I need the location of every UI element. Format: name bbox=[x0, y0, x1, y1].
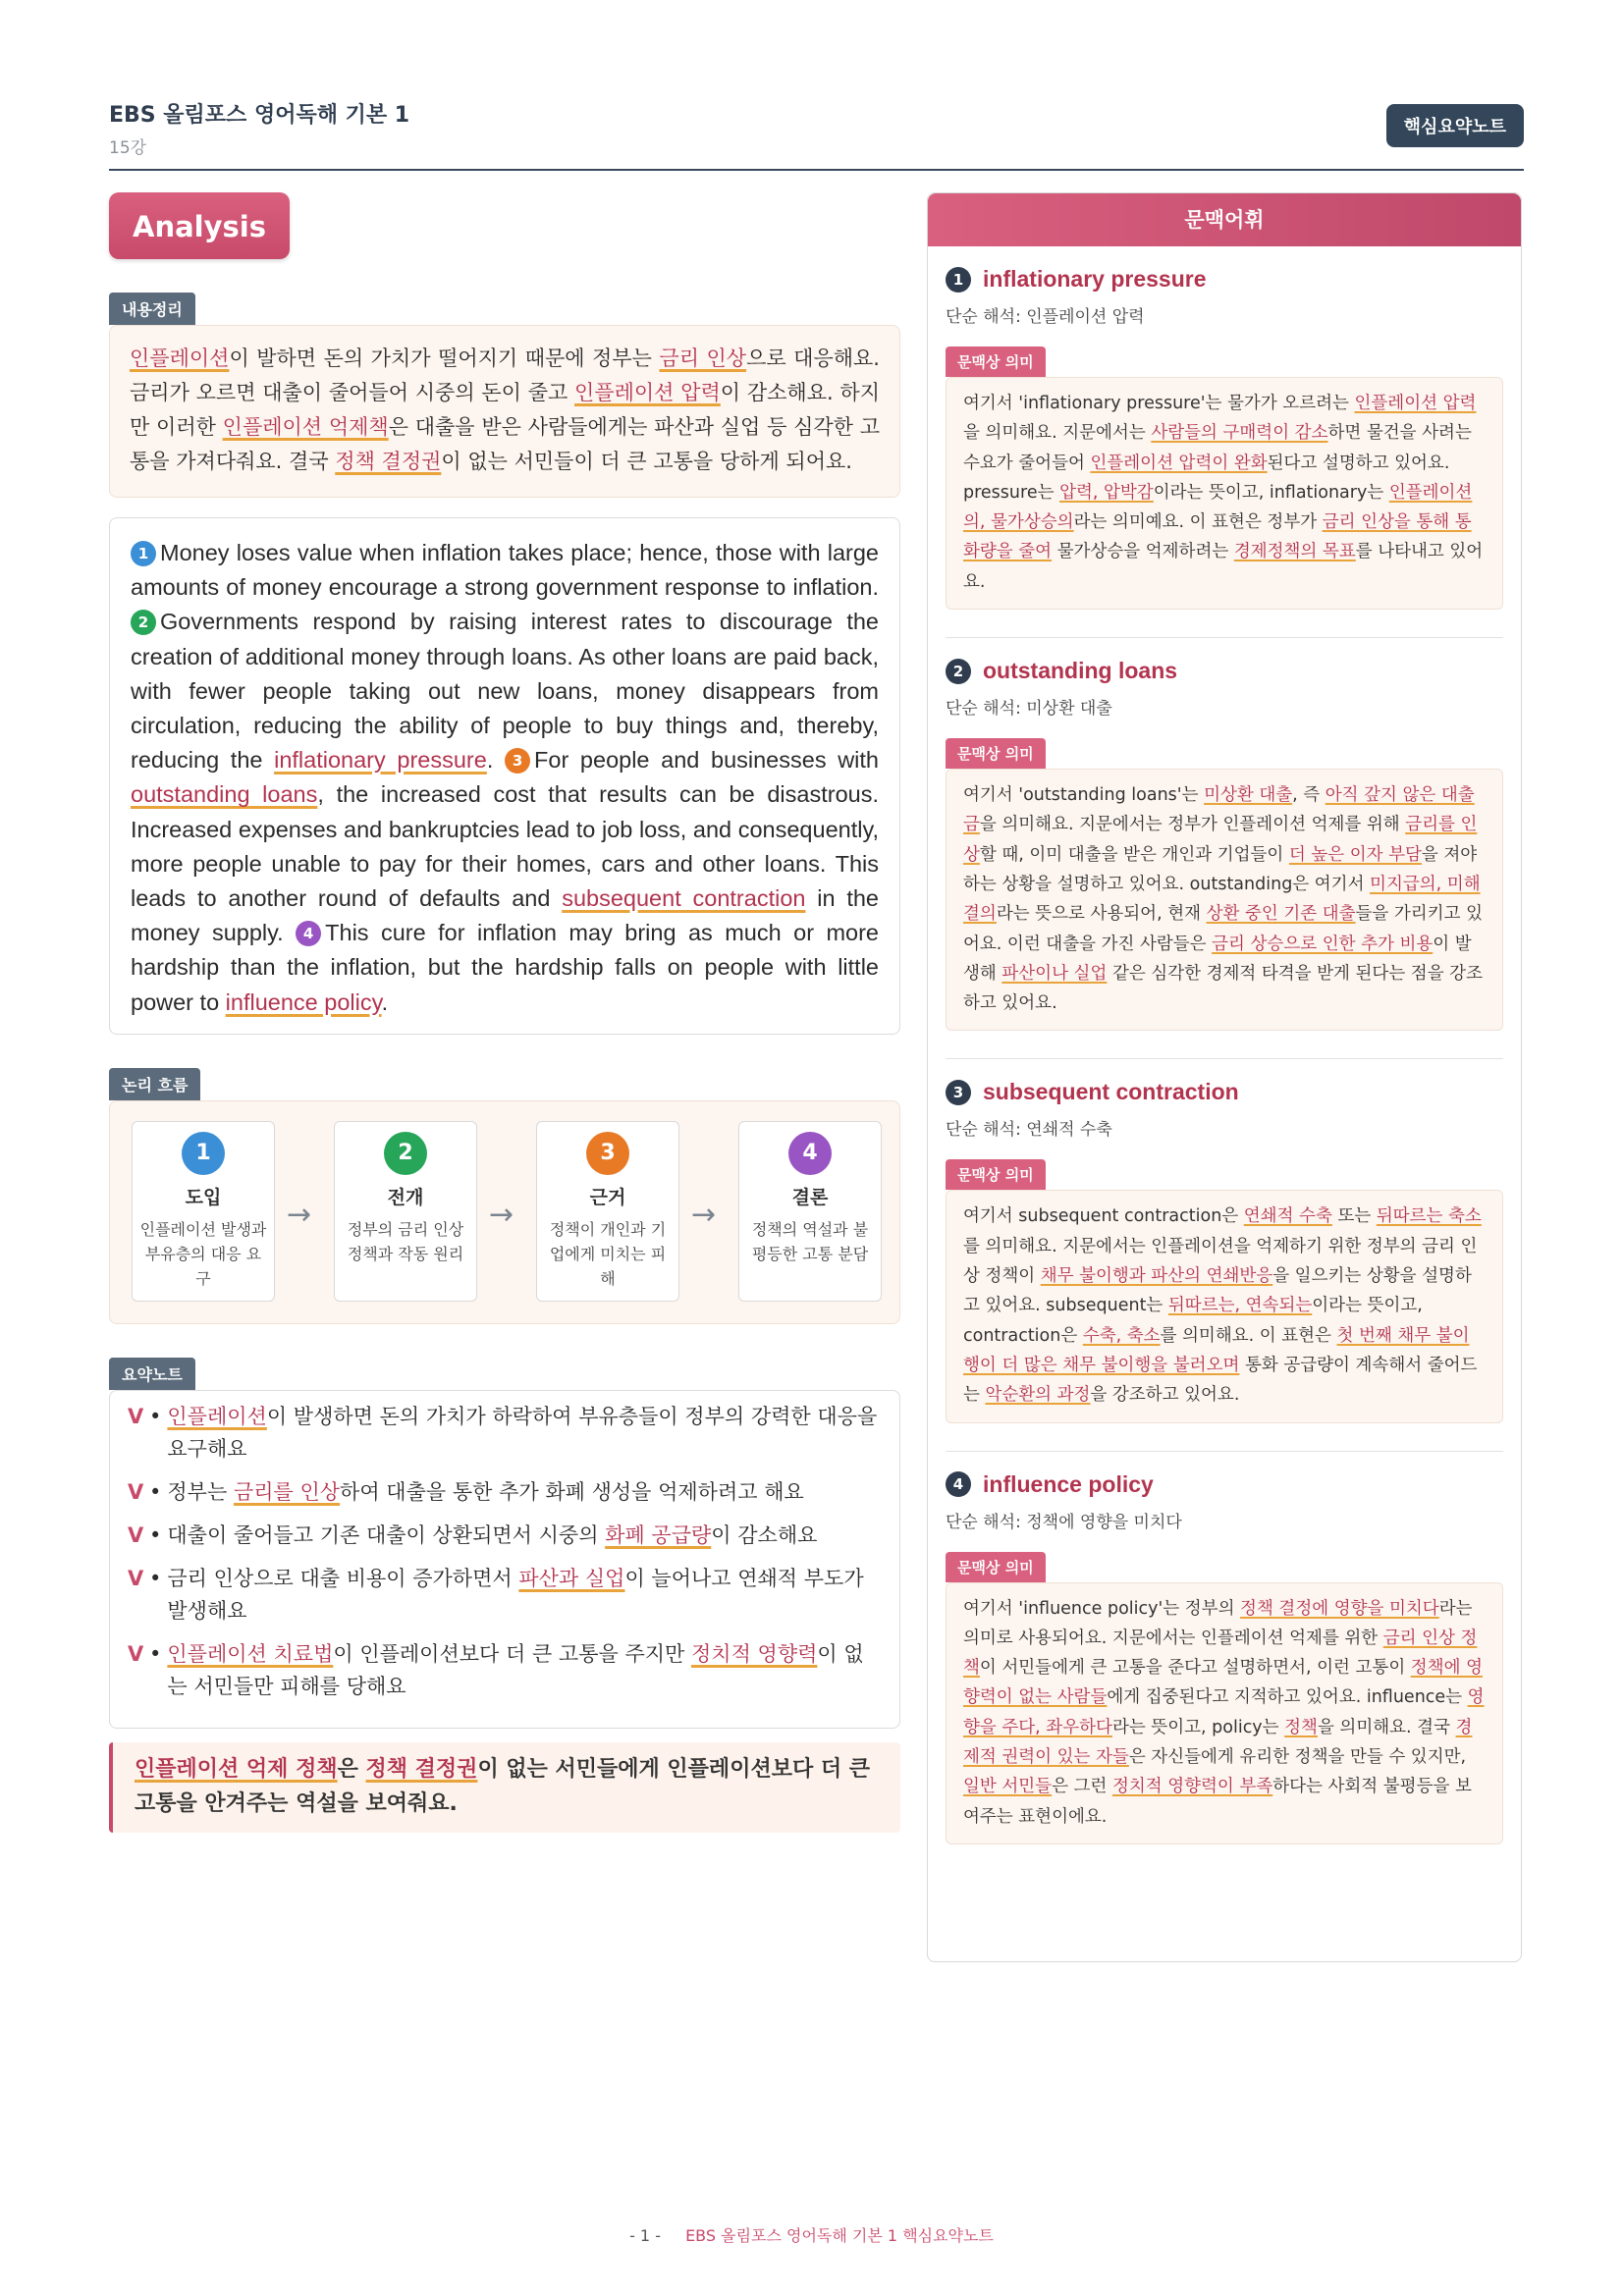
arrow-right-icon: → bbox=[489, 1197, 514, 1232]
highlighted-term: influence policy bbox=[225, 988, 382, 1015]
highlighted-term: 인플레이션 압력 bbox=[574, 381, 721, 404]
text-run: 이 서민들에게 큰 고통을 준다고 설명하면서, 이런 고통이 bbox=[979, 1658, 1411, 1679]
notes-label: 요약노트 bbox=[109, 1358, 195, 1390]
vocab-entry bbox=[946, 1058, 1503, 1422]
highlighted-term: 경제적 권력이 있는 자들 bbox=[963, 1717, 1473, 1768]
highlighted-term: 금리를 인상 bbox=[963, 815, 1478, 865]
analysis-tab: Analysis bbox=[109, 192, 290, 259]
step-number: 4 bbox=[788, 1132, 832, 1175]
highlighted-term: 화폐 공급량 bbox=[605, 1522, 712, 1547]
text-run: 라는 의미로 사용되어요. 지문에서는 인플레이션 억제를 위한 bbox=[963, 1598, 1473, 1648]
text-run: 물가상승을 억제하려는 bbox=[1052, 542, 1234, 562]
highlighted-term: 채무 불이행과 파산의 연쇄반응 bbox=[1040, 1266, 1273, 1287]
check-v-icon: V bbox=[128, 1479, 144, 1504]
highlighted-term: 연쇄적 수축 bbox=[1243, 1206, 1332, 1227]
page-number: - 1 - bbox=[629, 2226, 661, 2245]
text-run: 여기서 'outstanding loans'는 bbox=[963, 785, 1205, 806]
text-run: 라는 뜻으로 사용되어, 현재 bbox=[996, 904, 1207, 925]
highlighted-term: 경제정책의 목표 bbox=[1233, 542, 1356, 562]
text-run: 하다는 사회적 불평등을 보여주는 표현이에요. bbox=[963, 1777, 1472, 1827]
page-header bbox=[109, 94, 1524, 171]
conclusion-callout bbox=[109, 1742, 900, 1833]
text-run: 금리 인상으로 대출 비용이 증가하면서 bbox=[167, 1566, 519, 1590]
sentence-number-icon: 2 bbox=[131, 610, 156, 635]
document-title: EBS 올림포스 영어독해 기본 1 bbox=[109, 103, 410, 128]
divider bbox=[946, 1058, 1503, 1059]
text-run: 이 없는 서민들이 더 큰 고통을 당하게 되어요. bbox=[441, 450, 852, 473]
step-desc: 인플레이션 발생과 부유층의 대응 요구 bbox=[139, 1219, 267, 1288]
text-run: 을 일으키는 상황을 설명하고 있어요. subsequent는 bbox=[963, 1266, 1472, 1316]
context-vocab-panel bbox=[927, 192, 1522, 1962]
vocab-title bbox=[946, 266, 1503, 293]
page-footer bbox=[0, 2223, 1623, 2246]
flow-step-conclusion bbox=[738, 1121, 882, 1302]
text-run: 으로 대응해요. 금리가 오르면 대출이 줄어들어 시중의 돈이 줄고 bbox=[130, 347, 880, 404]
note-text bbox=[167, 1563, 882, 1628]
vocab-number: 2 bbox=[946, 659, 971, 684]
note-text bbox=[167, 1476, 803, 1509]
check-v-icon: V bbox=[128, 1404, 144, 1428]
note-item bbox=[128, 1476, 882, 1509]
text-run: 이 인플레이션보다 더 큰 고통을 주지만 bbox=[333, 1641, 691, 1666]
text-run: 을 강조하고 있어요. bbox=[1090, 1385, 1240, 1406]
text-run: 은 그런 bbox=[1052, 1777, 1112, 1797]
text-run: 이 발생해 bbox=[963, 934, 1472, 984]
text-run: 이라는 뜻이고, inflationary는 bbox=[1153, 482, 1389, 503]
vocab-panel-header: 문맥어휘 bbox=[928, 193, 1521, 246]
text-run: 대출이 줄어들고 기존 대출이 상환되면서 시중의 bbox=[167, 1522, 606, 1547]
text-run: 이 늘어나고 연쇄적 부도가 발생해요 bbox=[167, 1566, 864, 1623]
highlighted-term: 인플레이션 압력 bbox=[1354, 394, 1477, 413]
highlighted-term: 인플레이션 압력이 완화 bbox=[1090, 453, 1268, 473]
vocab-word: subsequent contraction bbox=[983, 1079, 1239, 1105]
highlighted-term: 인플레이션 억제 정책 bbox=[135, 1756, 338, 1782]
text-run: 를 의미해요. 이 표현은 bbox=[1160, 1325, 1337, 1346]
highlighted-term: 정치적 영향력 bbox=[691, 1641, 818, 1666]
highlighted-term: 정책에 영향력이 없는 사람들 bbox=[963, 1658, 1483, 1708]
text-run: 할 때, 이미 대출을 받은 개인과 기업들이 bbox=[979, 844, 1289, 865]
highlighted-term: 첫 번째 채무 불이행이 더 많은 채무 불이행을 불러오며 bbox=[963, 1325, 1470, 1375]
text-run: 은 자신들에게 유리한 정책을 만들 수 있지만, bbox=[1128, 1747, 1467, 1768]
analysis-column bbox=[109, 192, 900, 1833]
text-run: 이라는 뜻이고, contraction은 bbox=[963, 1296, 1423, 1346]
highlighted-term: 인플레이션 억제책 bbox=[222, 415, 389, 439]
summary-label: 내용정리 bbox=[109, 293, 195, 325]
note-item bbox=[128, 1563, 882, 1628]
highlighted-term: 정치적 영향력이 부족 bbox=[1111, 1777, 1273, 1797]
note-item bbox=[128, 1401, 882, 1466]
context-meaning-text bbox=[946, 1582, 1503, 1844]
vocab-number: 3 bbox=[946, 1080, 971, 1105]
note-text bbox=[167, 1520, 817, 1552]
context-meaning-label: 문맥상 의미 bbox=[946, 1159, 1046, 1190]
context-meaning-label: 문맥상 의미 bbox=[946, 738, 1046, 769]
vocab-entry bbox=[946, 637, 1503, 1031]
highlighted-term: 정책 bbox=[1284, 1717, 1318, 1737]
highlighted-term: 인플레이션 bbox=[130, 347, 230, 370]
text-run: 을 의미해요. 지문에서는 bbox=[963, 423, 1152, 444]
text-run: 하여 대출을 통한 추가 화폐 생성을 억제하려고 해요 bbox=[340, 1479, 804, 1504]
highlighted-term: 금리를 인상 bbox=[233, 1479, 341, 1504]
flow-step-evidence bbox=[536, 1121, 679, 1302]
bullet-icon: • bbox=[149, 1566, 162, 1590]
highlighted-term: 일반 서민들 bbox=[963, 1777, 1053, 1797]
highlighted-term: 압력, 압박감 bbox=[1059, 482, 1154, 503]
arrow-right-icon: → bbox=[287, 1197, 312, 1232]
text-run: 이 발생하면 돈의 가치가 하락하여 부유층들이 정부의 강력한 대응을 요구해요 bbox=[167, 1404, 878, 1461]
step-title: 도입 bbox=[185, 1186, 222, 1208]
step-title: 결론 bbox=[791, 1186, 829, 1208]
text-run: , the increased cost that results can be disastrous. Increased expenses and bankruptcies lead to job loss, and consequently, more people unable to pay for their homes, cars and other loans. This leads to another round of defaults and bbox=[131, 781, 879, 912]
highlighted-term: 사람들의 구매력이 감소 bbox=[1151, 423, 1328, 444]
flow-step-development bbox=[334, 1121, 477, 1302]
text-run: 통화 공급량이 계속해서 줄어드는 bbox=[963, 1355, 1478, 1406]
lesson-number: 15강 bbox=[109, 138, 147, 158]
vocab-title bbox=[946, 1079, 1503, 1105]
highlighted-term: 금리 인상 bbox=[659, 347, 747, 370]
vocab-word: inflationary pressure bbox=[983, 266, 1207, 292]
vocab-entry bbox=[946, 1451, 1503, 1844]
text-run: , 즉 bbox=[1292, 785, 1325, 806]
vocab-list bbox=[928, 266, 1521, 1844]
step-number: 3 bbox=[586, 1132, 629, 1175]
note-item bbox=[128, 1638, 882, 1703]
text-run: 을 져야 하는 상황을 설명하고 있어요. outstanding은 여기서 bbox=[963, 844, 1478, 894]
note-type-badge: 핵심요약노트 bbox=[1386, 104, 1524, 147]
bullet-icon: • bbox=[149, 1641, 162, 1666]
sentence-number-icon: 4 bbox=[296, 921, 321, 946]
highlighted-term: 아직 갚지 않은 대출금 bbox=[963, 785, 1475, 835]
highlighted-term: 인플레이션의, 물가상승의 bbox=[963, 482, 1473, 533]
text-run: 여기서 'inflationary pressure'는 물가가 오르려는 bbox=[963, 394, 1355, 413]
vocab-title bbox=[946, 1471, 1503, 1498]
highlighted-term: subsequent contraction bbox=[562, 885, 806, 912]
vocab-entry bbox=[946, 266, 1503, 610]
text-run: 를 의미해요. 지문에서는 인플레이션을 억제하기 위한 정부의 금리 인상 정책이 bbox=[963, 1236, 1478, 1287]
sentence-number-icon: 3 bbox=[505, 748, 530, 774]
vocab-number: 1 bbox=[946, 267, 971, 293]
highlighted-term: 파산이나 실업 bbox=[1001, 963, 1108, 984]
text-run: 또는 bbox=[1331, 1206, 1377, 1227]
text-run: . bbox=[486, 747, 506, 774]
text-run: 들을 가리키고 있어요. 이런 대출을 가진 사람들은 bbox=[963, 904, 1483, 954]
simple-translation: 단순 해석: 정책에 영향을 미치다 bbox=[946, 1512, 1182, 1532]
text-run: 여기서 'influence policy'는 정부의 bbox=[963, 1598, 1241, 1619]
highlighted-term: 영향을 주다, 좌우하다 bbox=[963, 1687, 1485, 1737]
text-run: This cure for inflation may bring as much or more hardship than the inflation, but the hardship falls on people with little power to bbox=[131, 920, 880, 1015]
step-title: 전개 bbox=[387, 1186, 424, 1208]
arrow-right-icon: → bbox=[691, 1197, 717, 1232]
step-number: 1 bbox=[182, 1132, 225, 1175]
highlighted-term: 정책 결정권 bbox=[335, 450, 442, 473]
highlighted-term: inflationary pressure bbox=[274, 747, 487, 774]
footer-title: EBS 올림포스 영어독해 기본 1 핵심요약노트 bbox=[685, 2226, 994, 2245]
text-run: 된다고 설명하고 있어요. pressure는 bbox=[963, 453, 1450, 503]
flow-label: 논리 흐름 bbox=[109, 1068, 200, 1100]
summary-text bbox=[109, 325, 900, 498]
check-v-icon: V bbox=[128, 1641, 144, 1666]
text-run: 에게 집중된다고 지적하고 있어요. influence는 bbox=[1107, 1687, 1468, 1708]
context-meaning-text bbox=[946, 377, 1503, 610]
step-number: 2 bbox=[384, 1132, 427, 1175]
text-run: Money loses value when inflation takes place; hence, those with large amounts of money encourage a strong government response to inflation. bbox=[131, 540, 879, 601]
step-desc: 정책이 개인과 기업에게 미치는 피해 bbox=[549, 1219, 667, 1288]
highlighted-term: 더 높은 이자 부담 bbox=[1288, 844, 1422, 865]
text-run: For people and businesses with bbox=[534, 747, 880, 774]
highlighted-term: 뒤따르는 축소 bbox=[1376, 1206, 1482, 1227]
highlighted-term: 뒤따르는, 연속되는 bbox=[1167, 1296, 1313, 1316]
note-text bbox=[167, 1638, 882, 1703]
text-run: . bbox=[381, 988, 389, 1015]
step-title: 근거 bbox=[589, 1186, 626, 1208]
highlighted-term: 인플레이션 치료법 bbox=[167, 1641, 334, 1666]
english-passage bbox=[109, 517, 900, 1035]
context-meaning-text bbox=[946, 769, 1503, 1031]
note-text bbox=[167, 1401, 882, 1466]
vocab-word: influence policy bbox=[983, 1470, 1154, 1497]
step-desc: 정부의 금리 인상 정책과 작동 원리 bbox=[347, 1219, 464, 1263]
context-meaning-label: 문맥상 의미 bbox=[946, 347, 1046, 377]
check-v-icon: V bbox=[128, 1566, 144, 1590]
bullet-icon: • bbox=[149, 1404, 162, 1428]
vocab-title bbox=[946, 658, 1503, 684]
simple-translation: 단순 해석: 미상환 대출 bbox=[946, 699, 1112, 720]
text-run: 라는 뜻이고, policy는 bbox=[1111, 1717, 1285, 1737]
context-meaning-text bbox=[946, 1190, 1503, 1422]
vocab-number: 4 bbox=[946, 1471, 971, 1497]
highlighted-term: 정책 결정권 bbox=[365, 1756, 478, 1782]
highlighted-term: 악순환의 과정 bbox=[985, 1385, 1091, 1406]
text-run: 은 대출을 받은 사람들에게는 파산과 실업 등 심각한 고통을 가져다줘요. 결국 bbox=[130, 415, 880, 473]
text-run: 이 감소해요 bbox=[711, 1522, 818, 1547]
highlighted-term: outstanding loans bbox=[131, 781, 318, 808]
bullet-icon: • bbox=[149, 1479, 162, 1504]
text-run: 은 bbox=[337, 1756, 366, 1782]
highlighted-term: 인플레이션 bbox=[167, 1404, 267, 1428]
text-run: 같은 심각한 경제적 타격을 받게 된다는 점을 강조하고 있어요. bbox=[963, 963, 1483, 1014]
text-run: 이 없는 서민들에게 인플레이션보다 더 큰 고통을 안겨주는 역설을 보여줘요. bbox=[135, 1756, 871, 1816]
note-item bbox=[128, 1520, 882, 1552]
text-run: Governments respond by raising interest rates to discourage the creation of additional money through loans. As other loans are paid back, with fewer people taking out new loans, money disappears from circulation, reducing the ability of people to buy things and, thereby, reducing the bbox=[131, 609, 879, 774]
highlighted-term: 정책 결정에 영향을 미치다 bbox=[1240, 1598, 1439, 1619]
text-run: 여기서 subsequent contraction은 bbox=[963, 1206, 1244, 1227]
text-run: 라는 의미예요. 이 표현은 정부가 bbox=[1073, 512, 1323, 533]
check-v-icon: V bbox=[128, 1522, 144, 1547]
highlighted-term: 금리 인상 정책 bbox=[963, 1628, 1478, 1679]
highlighted-term: 금리 상승으로 인한 추가 비용 bbox=[1212, 934, 1434, 954]
highlighted-term: 수축, 축소 bbox=[1082, 1325, 1161, 1346]
text-run: 이 감소해요. 하지만 이러한 bbox=[130, 381, 880, 439]
divider bbox=[946, 637, 1503, 638]
summary-notes bbox=[109, 1390, 900, 1729]
text-run: 하면 물건을 사려는 수요가 줄어들어 bbox=[963, 423, 1472, 473]
vocab-word: outstanding loans bbox=[983, 658, 1178, 684]
text-run: 을 의미해요. 결국 bbox=[1317, 1717, 1456, 1737]
text-run: in the money supply. bbox=[131, 885, 879, 946]
step-desc: 정책의 역설과 불평등한 고통 분담 bbox=[751, 1219, 869, 1263]
text-run: 이 발하면 돈의 가치가 떨어지기 때문에 정부는 bbox=[229, 347, 660, 370]
text-run: 정부는 bbox=[167, 1479, 234, 1504]
simple-translation: 단순 해석: 인플레이션 압력 bbox=[946, 307, 1145, 327]
bullet-icon: • bbox=[149, 1522, 162, 1547]
flow-step-intro bbox=[132, 1121, 275, 1302]
highlighted-term: 미상환 대출 bbox=[1204, 785, 1293, 806]
highlighted-term: 파산과 실업 bbox=[518, 1566, 625, 1590]
text-run: 를 나타내고 있어요. bbox=[963, 542, 1484, 592]
highlighted-term: 상환 중인 기존 대출 bbox=[1206, 904, 1356, 925]
text-run: 을 의미해요. 지문에서는 정부가 인플레이션 억제를 위해 bbox=[979, 815, 1406, 835]
sentence-number-icon: 1 bbox=[131, 541, 156, 566]
text-run: 이 없는 서민들만 피해를 당해요 bbox=[167, 1641, 864, 1698]
highlighted-term: 금리 인상을 통해 통화량을 줄여 bbox=[963, 512, 1472, 562]
divider bbox=[946, 1451, 1503, 1452]
logic-flow bbox=[109, 1100, 900, 1324]
highlighted-term: 미지급의, 미해결의 bbox=[963, 874, 1481, 925]
context-meaning-label: 문맥상 의미 bbox=[946, 1552, 1046, 1582]
simple-translation: 단순 해석: 연쇄적 수축 bbox=[946, 1120, 1112, 1141]
